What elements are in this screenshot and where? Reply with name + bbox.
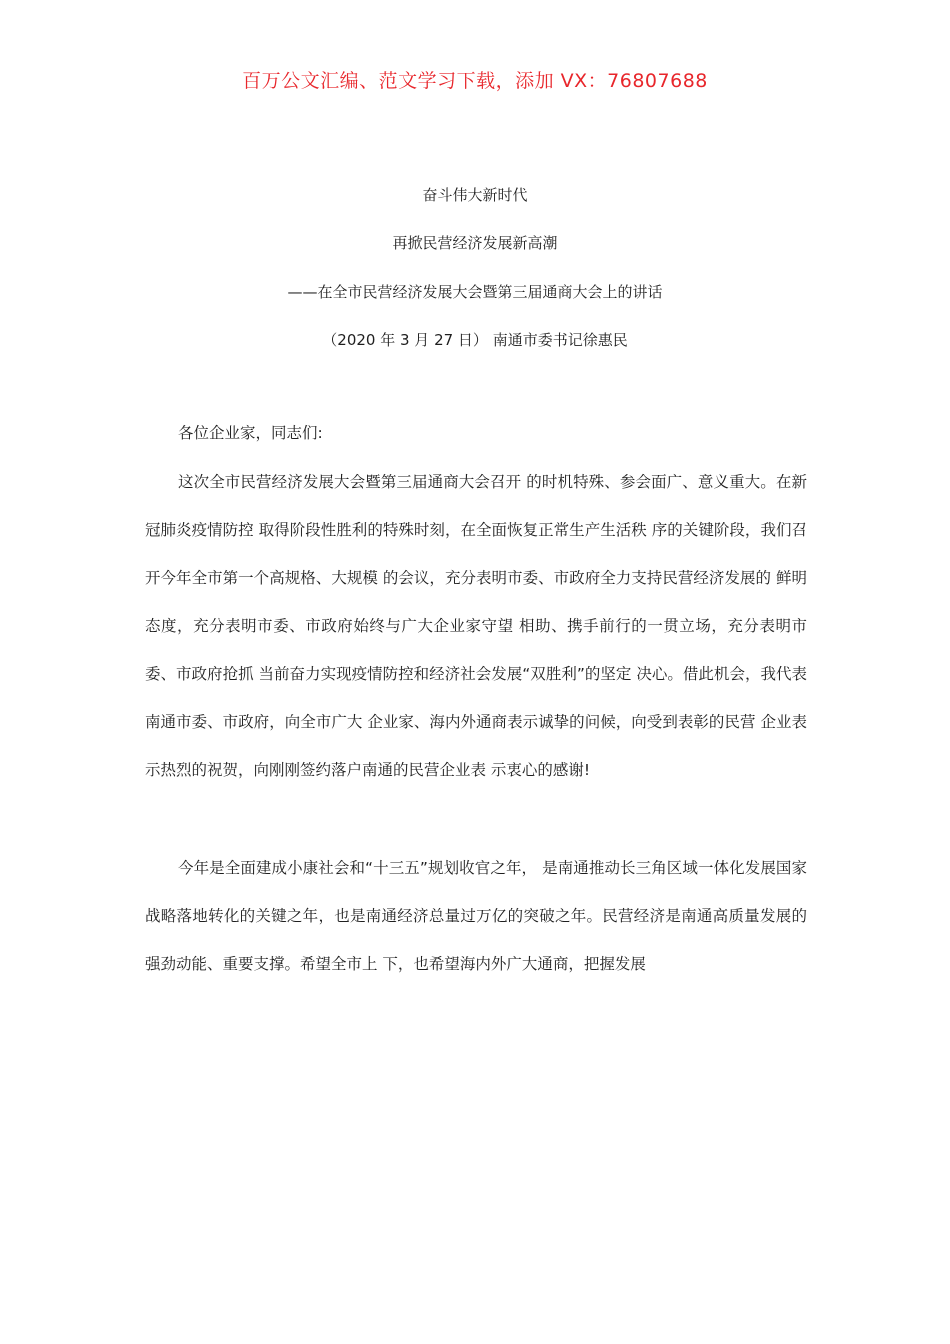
body-paragraph-2 bbox=[145, 844, 807, 988]
paragraph-text: 这次全市民营经济发展大会暨第三届通商大会召开 的时机特殊、参会面广、意义重大。在新冠肺炎疫情防控 取得阶段性胜利的特殊时刻，在全面恢复正常生产生活秩 序的关键阶段，我们召开今年全市第一个高规格、大规模 的会议，充分表明市委、市政府全力支持民营经济发展的 鲜明态度，充分表明市委、市政府始终与广大企业家守望 相助、携手前行的一贯立场，充分表明市委、市政府抢抓 当前奋力实现疫情防控和经济社会发展“双胜利”的坚定 决心。借此机会，我代表南通市委、市政府，向全市广大 企业家、海内外通商表示诚挚的问候，向受到表彰的民营 企业表示热烈的祝贺，向刚刚签约落户南通的民营企业表 示衷心的感谢! bbox=[145, 473, 807, 779]
document-title: 奋斗伟大新时代 bbox=[422, 186, 528, 204]
speech-occasion: ——在全市民营经济发展大会暨第三届通商大会上的讲话 bbox=[287, 283, 663, 301]
salutation: 各位企业家，同志们: bbox=[178, 424, 323, 442]
paragraph-text: 今年是全面建成小康社会和“十三五”规划收官之年， 是南通推动长三角区域一体化发展国家战略落地转化的关键之年，也是南通经济总量过万亿的突破之年。民营经济是南通高质量发展的强劲动能、重要支撑。希望全市上 下，也希望海内外广大通商，把握发展 bbox=[145, 859, 807, 973]
body-paragraph-1 bbox=[145, 458, 807, 794]
speech-date-speaker: （2020 年 3 月 27 日） 南通市委书记徐惠民 bbox=[322, 331, 628, 349]
watermark-banner: 百万公文汇编、范文学习下载，添加 VX：76807688 bbox=[242, 70, 708, 92]
document-subtitle: 再掀民营经济发展新高潮 bbox=[392, 234, 558, 252]
